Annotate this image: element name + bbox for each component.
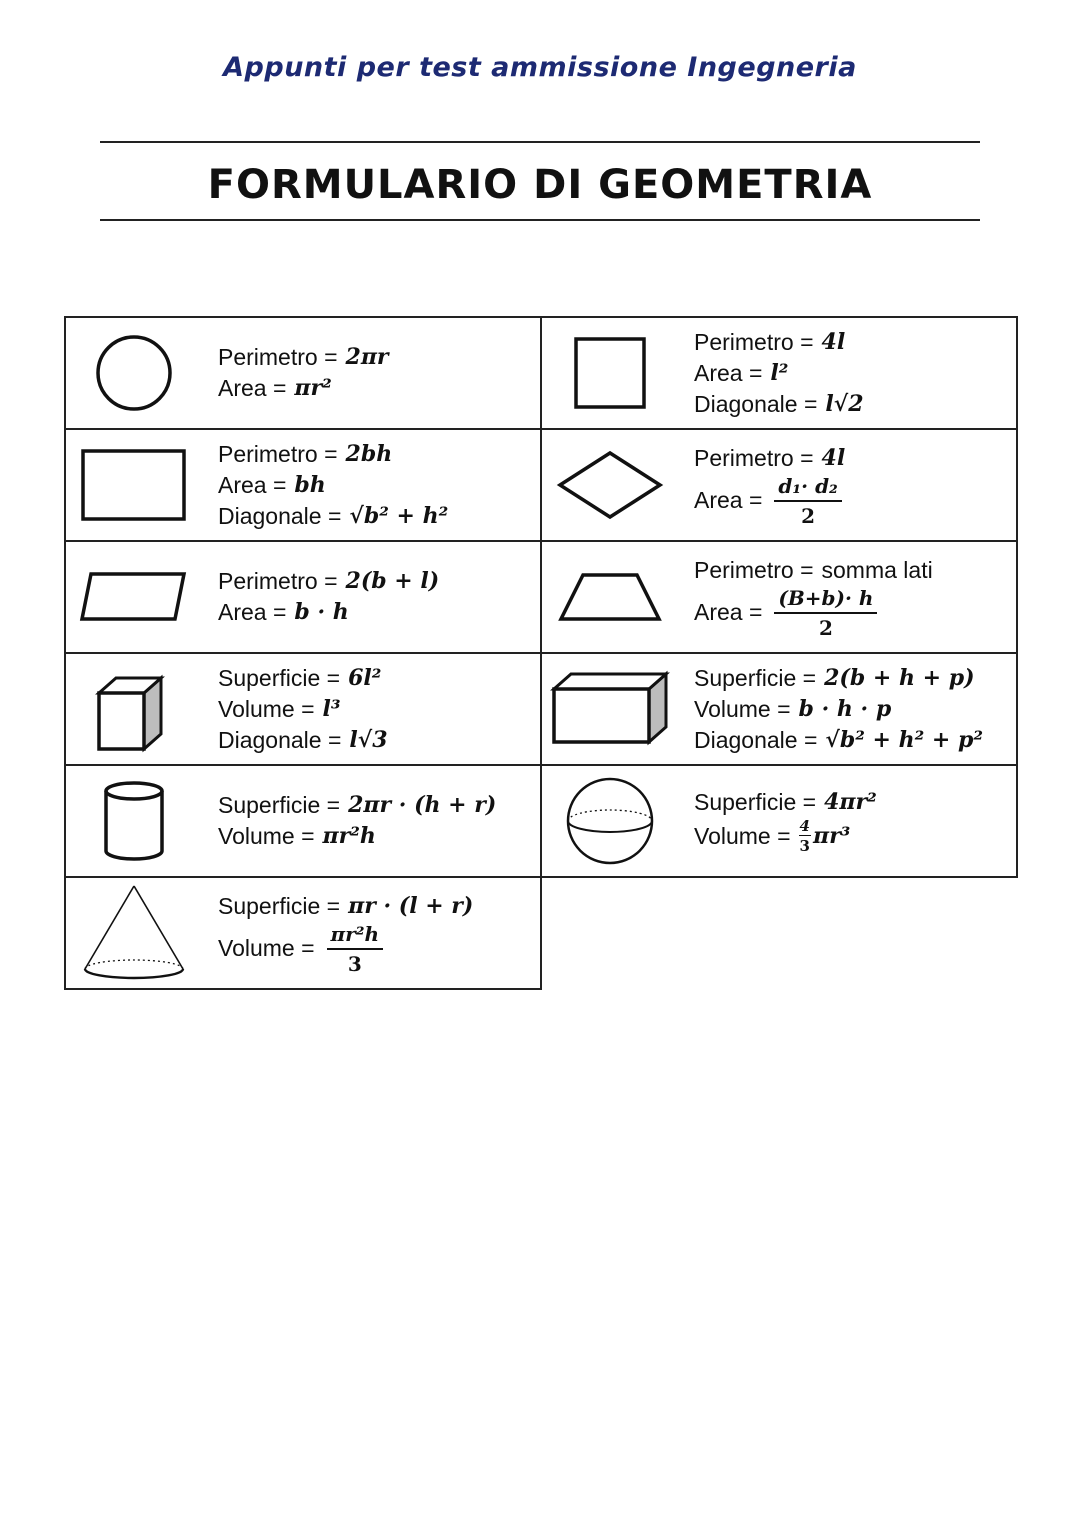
surface-formula: πr · (l + r) <box>348 892 474 919</box>
volume-label: Volume = <box>218 823 315 849</box>
diagonal-label: Diagonale = <box>694 726 818 753</box>
formula-cell-cone <box>65 877 541 989</box>
diagonal-label: Diagonale = <box>218 726 342 753</box>
cone-icon <box>79 881 189 985</box>
top-divider <box>100 141 980 143</box>
cylinder-icon <box>99 779 169 863</box>
area-formula: b · h <box>294 599 349 625</box>
perimeter-label: Perimetro = <box>218 568 338 594</box>
cuboid-icon <box>548 669 672 749</box>
area-label: Area = <box>218 599 287 625</box>
page-subtitle: Appunti per test ammissione Ingegneria <box>223 52 857 83</box>
diagonal-formula: l√2 <box>825 390 864 417</box>
parallelogram-icon <box>79 569 189 625</box>
area-label: Area = <box>694 359 763 386</box>
table-row <box>65 317 1017 429</box>
diagonal-label: Diagonale = <box>218 502 342 529</box>
volume-formula: πr³ <box>812 823 851 849</box>
volume-fraction <box>799 818 811 855</box>
surface-label: Superficie = <box>218 792 341 818</box>
formula-cell-sphere <box>541 765 1017 877</box>
formula-cell-rhombus <box>541 429 1017 541</box>
perimeter-label: Perimetro = <box>218 440 338 467</box>
fraction-numerator: 4 <box>799 817 810 835</box>
page-title: FORMULARIO DI GEOMETRIA <box>207 162 873 208</box>
formula-cell-circle <box>65 317 541 429</box>
diagonal-label: Diagonale = <box>694 390 818 417</box>
perimeter-label: Perimetro = <box>694 328 814 355</box>
rhombus-icon <box>555 448 665 522</box>
perimeter-formula: 4l <box>821 328 846 355</box>
volume-label: Volume = <box>694 695 791 722</box>
surface-formula: 2πr · (h + r) <box>348 792 497 818</box>
area-label: Area = <box>694 487 763 513</box>
area-formula: l² <box>770 359 789 386</box>
fraction-denominator: 2 <box>801 503 816 528</box>
volume-label: Volume = <box>218 935 315 961</box>
empty-cell <box>541 877 1017 989</box>
circle-icon <box>89 328 179 418</box>
formula-cell-parallelogram <box>65 541 541 653</box>
table-row <box>65 653 1017 765</box>
formula-cell-square <box>541 317 1017 429</box>
area-label: Area = <box>218 375 287 401</box>
sphere-icon <box>562 773 658 869</box>
volume-formula: l³ <box>322 695 341 722</box>
formula-cell-cylinder <box>65 765 541 877</box>
table-row <box>65 877 1017 989</box>
fraction-numerator: d₁· d₂ <box>774 474 841 502</box>
area-fraction <box>774 474 841 528</box>
area-fraction <box>774 586 877 640</box>
volume-label: Volume = <box>694 823 791 849</box>
diagonal-formula: √b² + h² + p² <box>825 726 984 753</box>
square-icon <box>565 328 655 418</box>
surface-label: Superficie = <box>694 789 817 815</box>
table-row <box>65 541 1017 653</box>
area-formula: πr² <box>294 375 332 401</box>
formula-cell-trapezoid <box>541 541 1017 653</box>
volume-fraction <box>327 922 383 976</box>
formula-table <box>64 316 1018 990</box>
formula-cell-rectangle <box>65 429 541 541</box>
surface-formula: 6l² <box>348 664 382 691</box>
perimeter-formula: 2πr <box>345 344 389 370</box>
perimeter-formula: 4l <box>821 444 846 471</box>
formula-cell-cube <box>65 653 541 765</box>
perimeter-label: Perimetro = <box>218 344 338 370</box>
area-label: Area = <box>694 599 763 625</box>
fraction-denominator: 3 <box>347 951 362 976</box>
perimeter-formula: 2bh <box>345 440 393 467</box>
surface-label: Superficie = <box>218 892 341 919</box>
fraction-denominator: 3 <box>799 837 810 855</box>
surface-label: Superficie = <box>694 664 817 691</box>
cube-icon <box>89 664 179 754</box>
fraction-numerator: (B+b)· h <box>774 586 877 614</box>
surface-label: Superficie = <box>218 664 341 691</box>
perimeter-label: Perimetro = <box>694 556 814 583</box>
volume-formula: πr²h <box>322 823 376 849</box>
perimeter-formula: 2(b + l) <box>345 568 440 594</box>
diagonal-formula: √b² + h² <box>349 502 449 529</box>
diagonal-formula: l√3 <box>349 726 388 753</box>
perimeter-formula: somma lati <box>821 556 933 583</box>
bottom-divider <box>100 219 980 221</box>
table-row <box>65 765 1017 877</box>
rectangle-icon <box>79 445 189 525</box>
table-row <box>65 429 1017 541</box>
surface-formula: 4πr² <box>824 789 877 815</box>
volume-formula: b · h · p <box>798 695 892 722</box>
area-formula: bh <box>294 471 326 498</box>
surface-formula: 2(b + h + p) <box>824 664 975 691</box>
trapezoid-icon <box>555 569 665 625</box>
area-label: Area = <box>218 471 287 498</box>
perimeter-label: Perimetro = <box>694 444 814 471</box>
volume-label: Volume = <box>218 695 315 722</box>
fraction-numerator: πr²h <box>327 922 383 950</box>
formula-cell-cuboid <box>541 653 1017 765</box>
fraction-denominator: 2 <box>818 615 833 640</box>
